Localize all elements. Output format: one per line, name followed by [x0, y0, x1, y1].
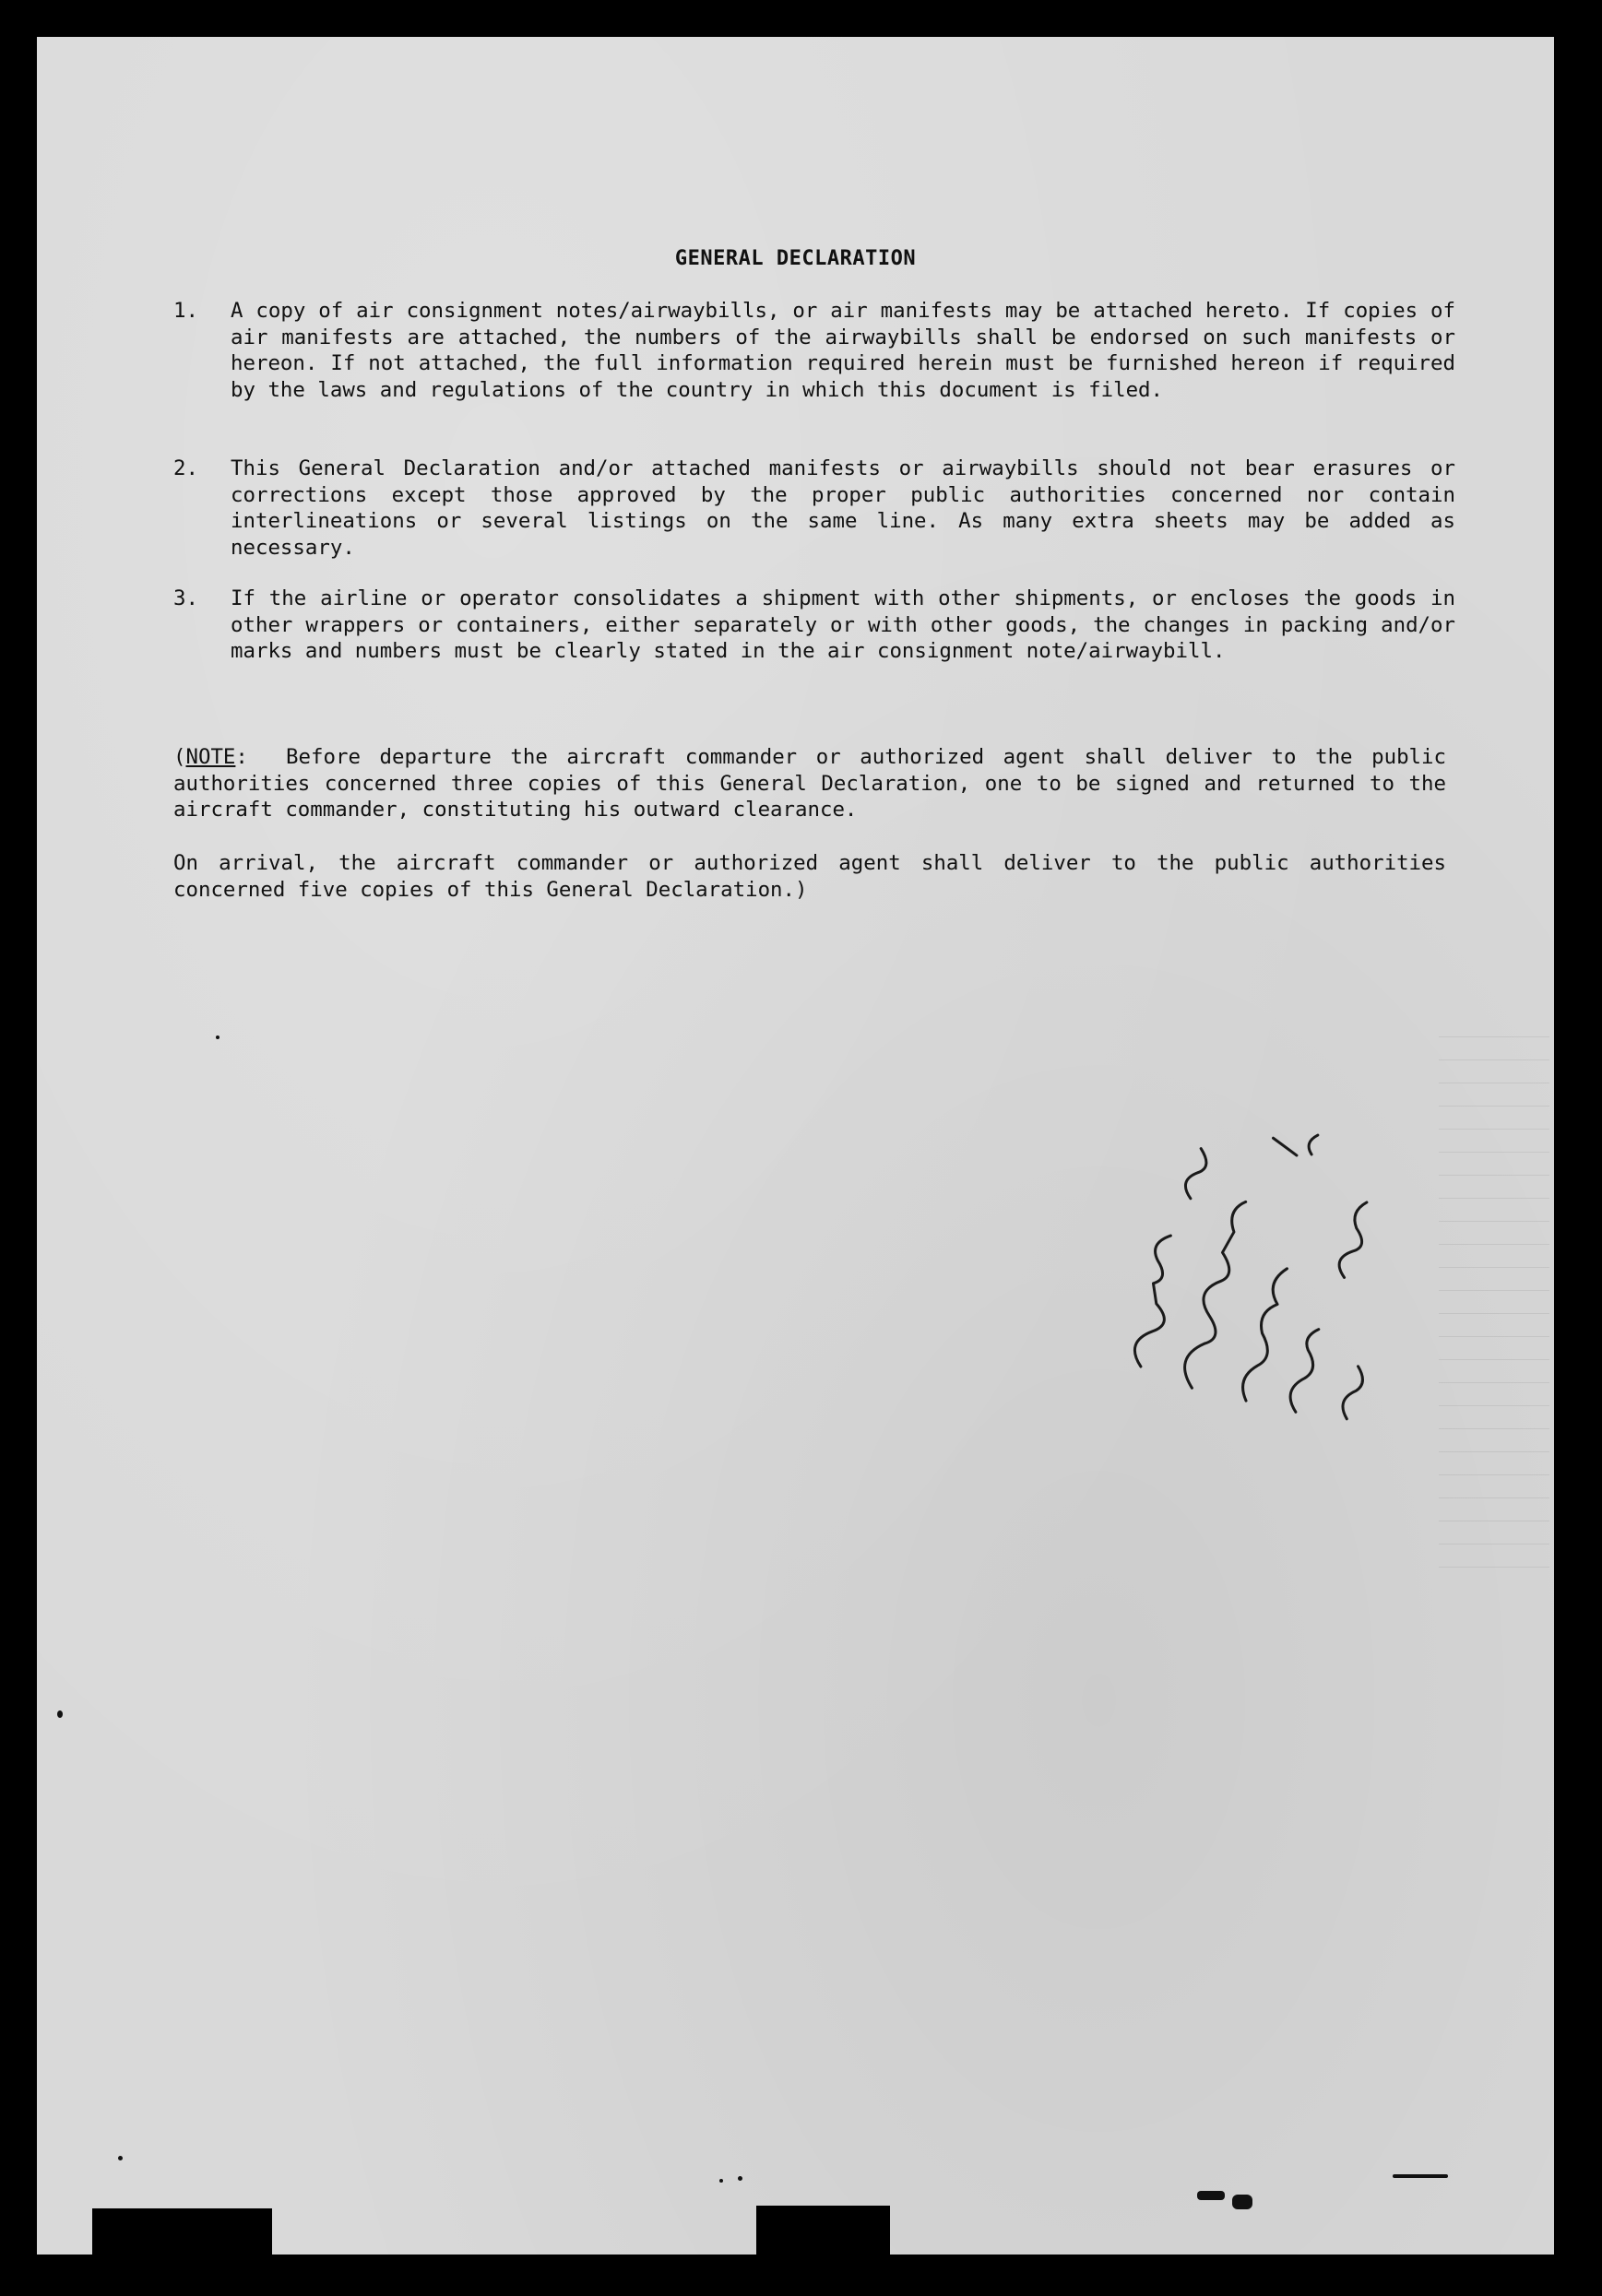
item-number: 3. — [173, 586, 198, 610]
note-open-paren: ( — [173, 745, 186, 769]
item-text: This General Declaration and/or attached manifests or airwaybills should not bear erasures or corrections except those approved by the proper public authorities concerned nor contain interlineations or several listings on the same line. As many extra sheets may be added as necessary. — [231, 456, 1455, 560]
note-paragraph-arrival: On arrival, the aircraft commander or authorized agent shall deliver to the public authorities concerned five copies of this General Declaration.) — [173, 851, 1446, 902]
scan-speck — [1197, 2191, 1225, 2200]
instruction-item-3 — [173, 586, 1455, 665]
scan-speck — [118, 2156, 123, 2160]
item-number: 2. — [173, 456, 198, 480]
torn-edge — [92, 2208, 272, 2255]
handwritten-notation — [1098, 1088, 1503, 1438]
note-paragraph-departure — [173, 744, 1446, 823]
document-heading: GENERAL DECLARATION — [674, 247, 917, 270]
scan-speck — [719, 2179, 723, 2183]
note-label-suffix: : — [235, 745, 248, 769]
general-declaration-document — [37, 37, 1554, 2255]
scan-speck — [216, 1036, 220, 1039]
item-text: If the airline or operator consolidates a shipment with other shipments, or encloses the goods in other wrappers or containers, either separately or with other goods, the changes in packing and/or marks and numbers must be clearly stated in the air consignment note/airwaybill. — [231, 586, 1455, 663]
note-label: NOTE — [185, 745, 236, 769]
instruction-item-2 — [173, 456, 1455, 561]
scan-speck — [1393, 2174, 1448, 2178]
item-text: A copy of air consignment notes/airwaybills, or air manifests may be attached hereto. If copies of air manifests are attached, the numbers of the airwaybills shall be endorsed on such manifests or hereon. If not attached, the full information required herein must be furnished hereon if required by the laws and regulations of the country in which this document is filed. — [231, 299, 1455, 402]
scan-speck — [57, 1710, 63, 1718]
note-departure-text: Before departure the aircraft commander or authorized agent shall deliver to the public authorities concerned three copies of this General Declaration, one to be signed and returned to the aircraft commander, constituting his outward clearance. — [173, 745, 1446, 822]
paper-sheet — [37, 37, 1554, 2255]
scan-speck — [738, 2176, 742, 2181]
item-number: 1. — [173, 299, 198, 323]
instruction-item-1 — [173, 298, 1455, 403]
scan-speck — [1232, 2195, 1252, 2209]
torn-edge — [756, 2206, 890, 2255]
